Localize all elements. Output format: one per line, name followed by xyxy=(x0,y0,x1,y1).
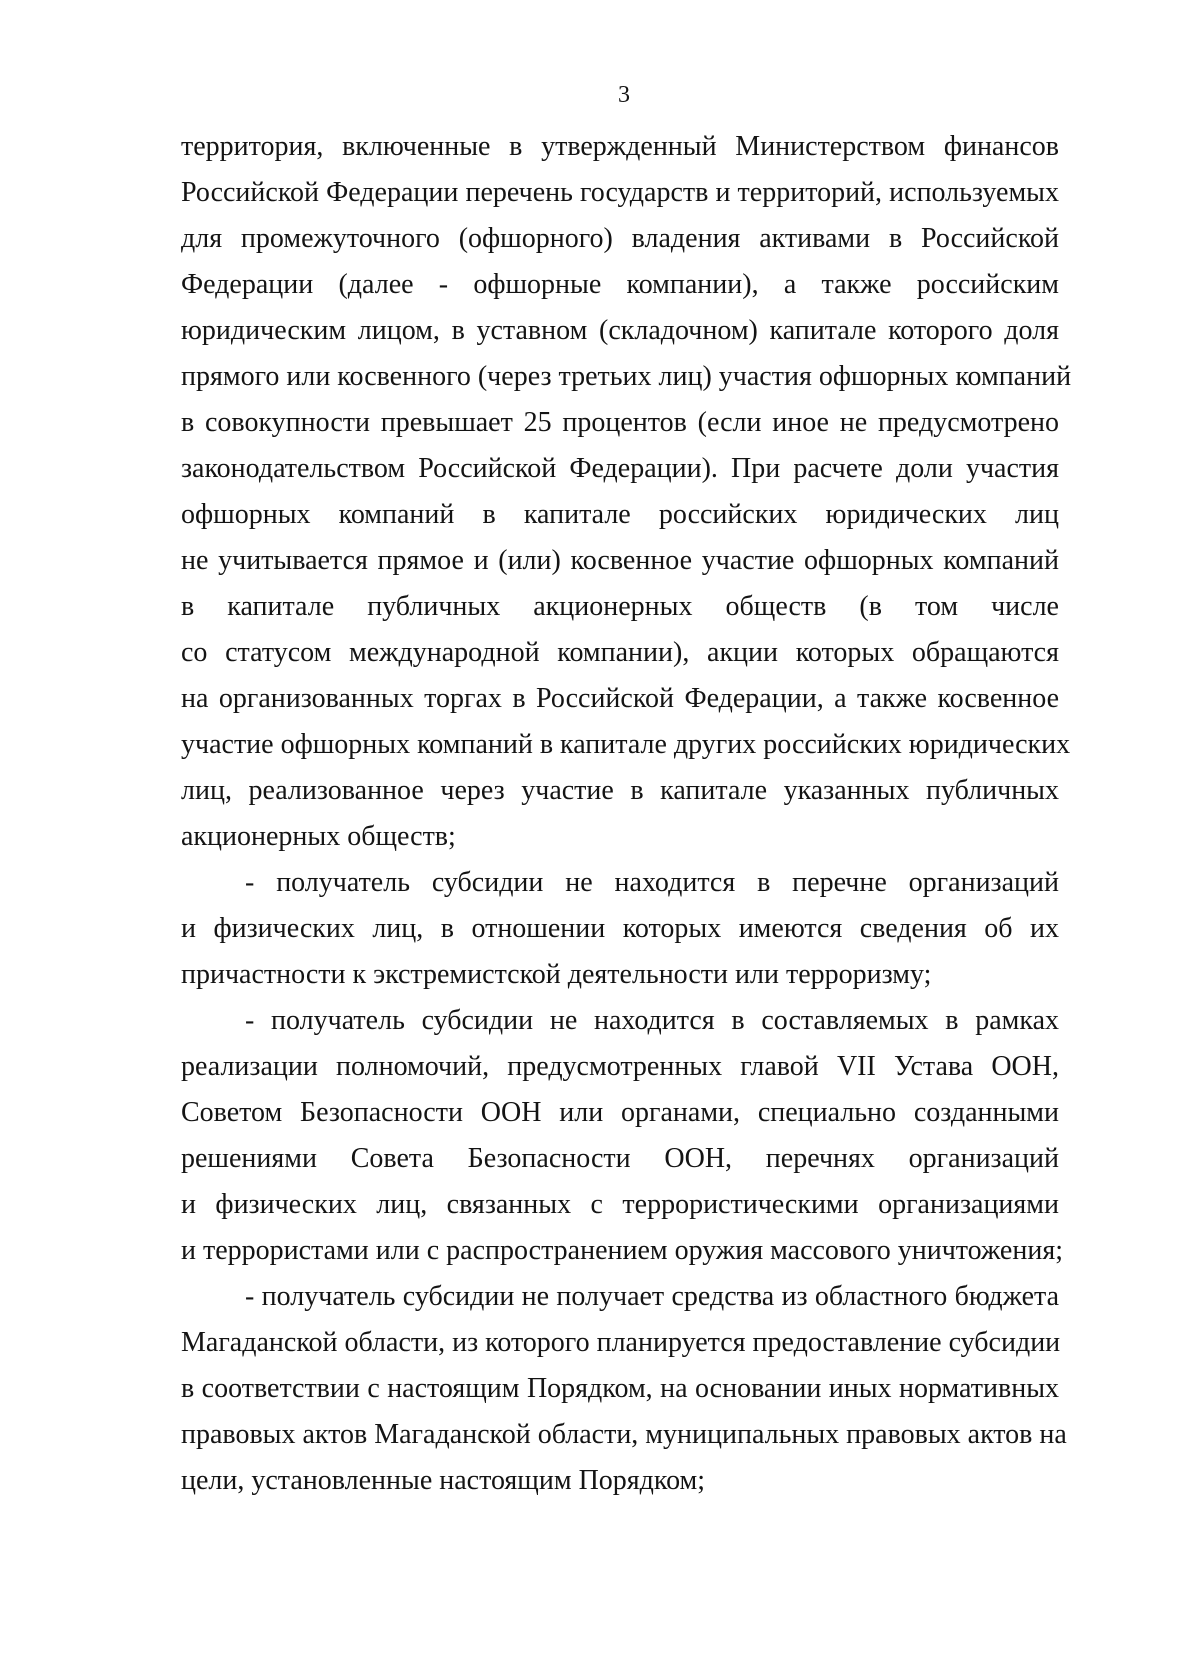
text-line: офшорных компаний в капитале российских юридических лиц xyxy=(181,499,1059,530)
text-line: и физических лиц, в отношении которых имеются сведения об их xyxy=(181,913,1059,944)
text-line: Российской Федерации перечень государств и территорий, используемых xyxy=(181,177,1059,208)
text-line: Магаданской области, из которого планируется предоставление субсидии xyxy=(181,1327,1061,1358)
text-line: Советом Безопасности ООН или органами, специально созданными xyxy=(181,1097,1059,1128)
text-line: законодательством Российской Федерации). При расчете доли участия xyxy=(181,453,1059,484)
text-line: акционерных обществ; xyxy=(181,821,456,852)
text-line: и террористами или с распространением оружия массового уничтожения; xyxy=(181,1235,1063,1266)
text-line: реализации полномочий, предусмотренных главой VII Устава ООН, xyxy=(181,1051,1059,1082)
text-line: правовых актов Магаданской области, муниципальных правовых актов на xyxy=(181,1419,1067,1450)
text-line: - получатель субсидии не находится в перечне организаций xyxy=(245,867,1059,898)
text-line: и физических лиц, связанных с террористическими организациями xyxy=(181,1189,1059,1220)
text-line: участие офшорных компаний в капитале других российских юридических xyxy=(181,729,1071,760)
text-line: территория, включенные в утвержденный Министерством финансов xyxy=(181,131,1059,162)
text-line: Федерации (далее - офшорные компании), а также российским xyxy=(181,269,1059,300)
text-line: для промежуточного (офшорного) владения активами в Российской xyxy=(181,223,1059,254)
text-line: - получатель субсидии не находится в составляемых в рамках xyxy=(245,1005,1059,1036)
text-line: причастности к экстремистской деятельности или терроризму; xyxy=(181,959,932,990)
text-line: со статусом международной компании), акции которых обращаются xyxy=(181,637,1059,668)
text-line: лиц, реализованное через участие в капитале указанных публичных xyxy=(181,775,1059,806)
text-line: не учитывается прямое и (или) косвенное участие офшорных компаний xyxy=(181,545,1059,576)
text-line: в капитале публичных акционерных обществ (в том числе xyxy=(181,591,1059,622)
text-line: в соответствии с настоящим Порядком, на основании иных нормативных xyxy=(181,1373,1059,1404)
text-line: решениями Совета Безопасности ООН, перечнях организаций xyxy=(181,1143,1059,1174)
page-number: 3 xyxy=(618,82,630,108)
text-line: юридическим лицом, в уставном (складочном) капитале которого доля xyxy=(181,315,1059,346)
text-line: - получатель субсидии не получает средства из областного бюджета xyxy=(245,1281,1059,1312)
text-line: цели, установленные настоящим Порядком; xyxy=(181,1465,706,1496)
text-line: в совокупности превышает 25 процентов (если иное не предусмотрено xyxy=(181,407,1059,438)
text-line: прямого или косвенного (через третьих лиц) участия офшорных компаний xyxy=(181,361,1072,392)
text-line: на организованных торгах в Российской Федерации, а также косвенное xyxy=(181,683,1059,714)
